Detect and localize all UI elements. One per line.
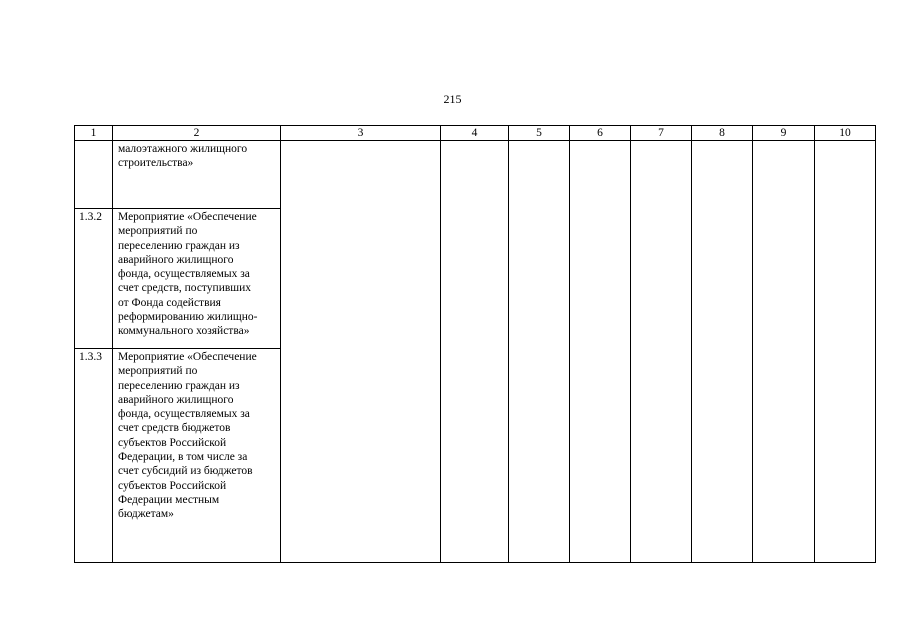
measure-name-cell: малоэтажного жилищного строительства» [113, 141, 281, 209]
column-header-3: 3 [281, 126, 441, 141]
column-header-8: 8 [692, 126, 753, 141]
measure-name-cell: Мероприятие «Обеспечение мероприятий по переселению граждан из аварийного жилищного фонда, осуществляемых за счет средств, поступивших от Фонда содействия реформированию жилищно- коммунального хозяйства» [113, 209, 281, 349]
column-header-2: 2 [113, 126, 281, 141]
measure-name-cell: Мероприятие «Обеспечение мероприятий по переселению граждан из аварийного жилищного фонда, осуществляемых за счет средств бюджетов субъектов Российской Федерации, в том числе за счет субсидий из бюджетов субъектов Российской Федерации местным бюджетам» [113, 349, 281, 563]
table-row [75, 141, 876, 209]
row-number-cell: 1.3.2 [75, 209, 113, 349]
row-number-cell [75, 141, 113, 209]
column-header-5: 5 [509, 126, 570, 141]
column-header-6: 6 [570, 126, 631, 141]
column-header-7: 7 [631, 126, 692, 141]
column-header-1: 1 [75, 126, 113, 141]
measures-table [74, 125, 876, 563]
column-header-4: 4 [441, 126, 509, 141]
page-number: 215 [443, 92, 462, 106]
column-8-cell [692, 141, 753, 563]
column-header-10: 10 [815, 126, 876, 141]
row-number-cell: 1.3.3 [75, 349, 113, 563]
column-5-cell [509, 141, 570, 563]
column-3-cell [281, 141, 441, 563]
column-7-cell [631, 141, 692, 563]
column-6-cell [570, 141, 631, 563]
column-header-row [75, 126, 876, 141]
column-10-cell [815, 141, 876, 563]
column-4-cell [441, 141, 509, 563]
column-9-cell [753, 141, 815, 563]
column-header-9: 9 [753, 126, 815, 141]
